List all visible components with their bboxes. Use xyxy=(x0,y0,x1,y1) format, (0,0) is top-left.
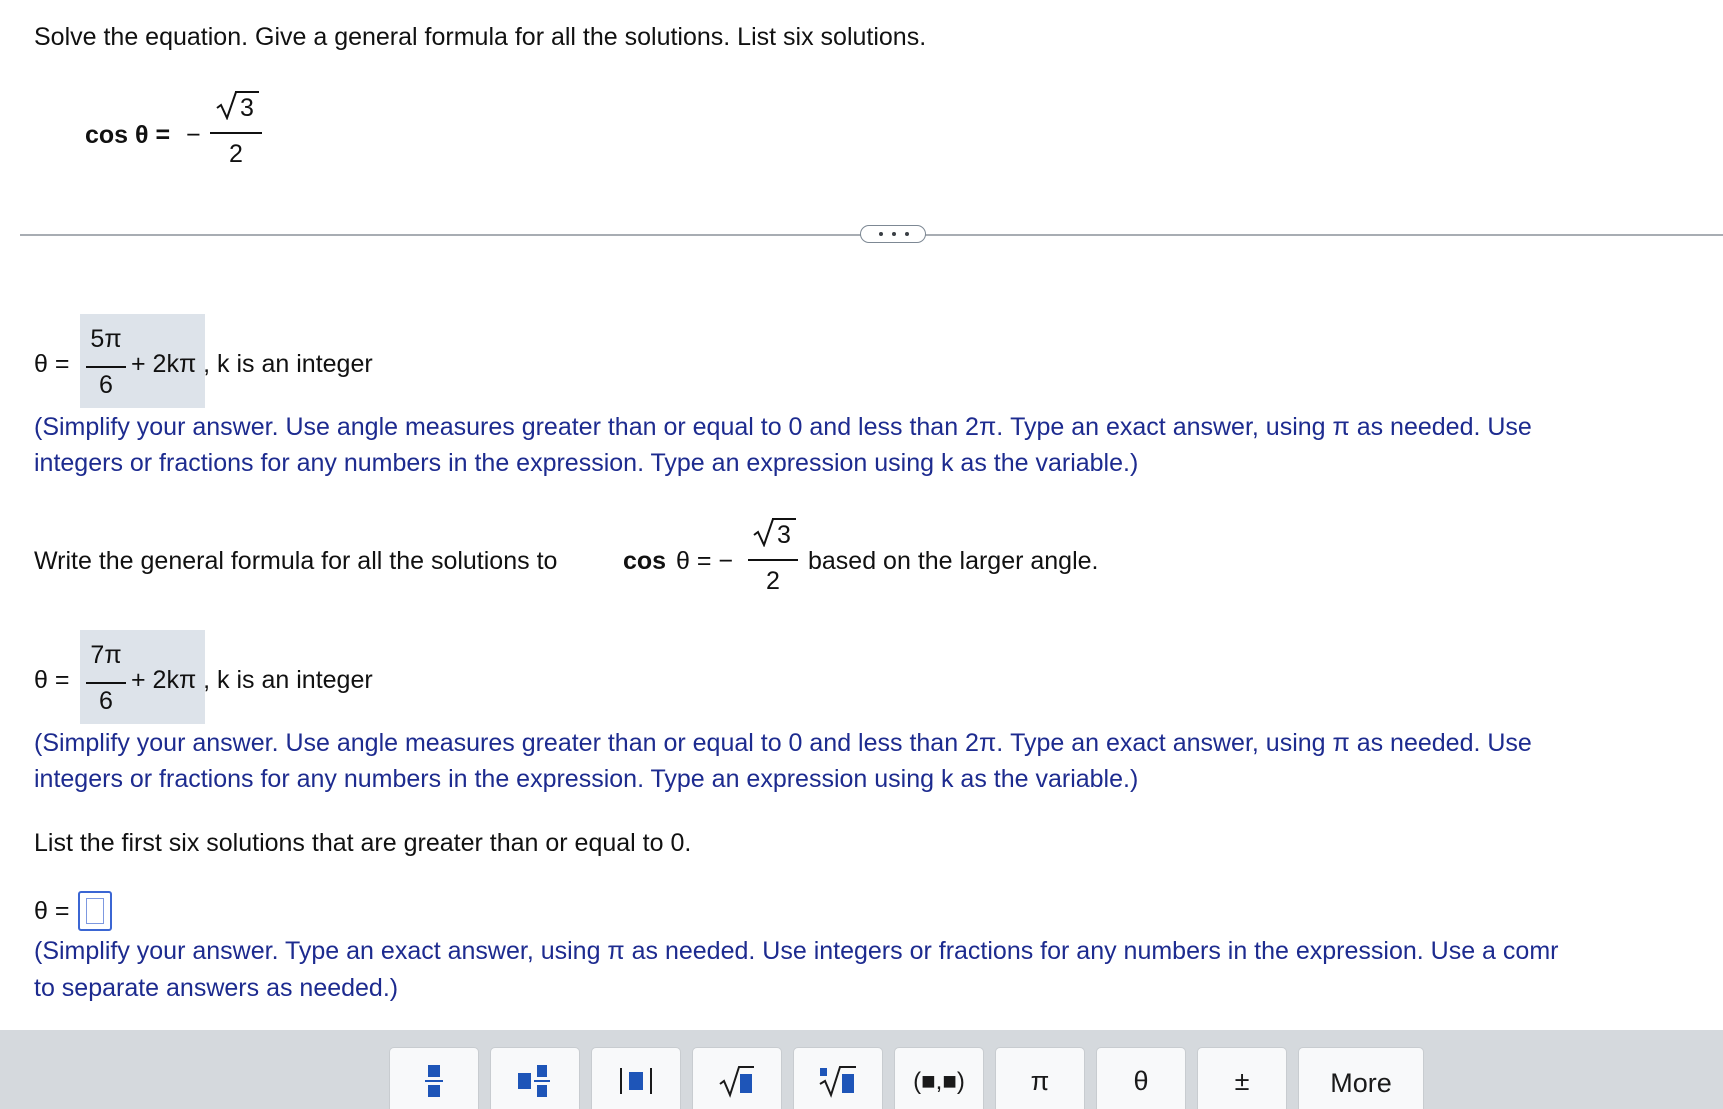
square-root-icon xyxy=(719,1064,755,1098)
part3-hint-line1: (Simplify your answer. Type an exact answer, using π as needed. Use integers or fractions for any numbers in the expression. Use a comr xyxy=(34,937,1559,965)
part2-prompt-fraction xyxy=(748,517,798,593)
pi-icon: π xyxy=(1030,1066,1050,1096)
more-button[interactable] xyxy=(860,225,926,243)
part2-hint-line1: (Simplify your answer. Use angle measures greater than or equal to 0 and less than 2π. Type an exact answer, using π as needed. Use xyxy=(34,729,1532,757)
part1-hint-line2: integers or fractions for any numbers in the expression. Type an expression using k as the variable.) xyxy=(34,449,1139,477)
plus-minus-icon: ± xyxy=(1234,1066,1250,1096)
part2-answer-num: 7π xyxy=(90,641,122,669)
mixed-number-button[interactable] xyxy=(490,1047,580,1109)
part2-theta-label: θ = xyxy=(34,666,70,694)
pi-button[interactable] xyxy=(995,1047,1085,1109)
absolute-value-icon xyxy=(618,1064,654,1098)
fraction-icon xyxy=(424,1064,444,1098)
nth-root-icon xyxy=(818,1064,858,1098)
part1-suffix: + 2kπ , k is an integer xyxy=(131,350,373,378)
part1-hint-line1: (Simplify your answer. Use angle measures greater than or equal to 0 and less than 2π. Type an exact answer, using π as needed. Use xyxy=(34,413,1532,441)
theta-icon: θ xyxy=(1133,1066,1149,1096)
instruction-text: Solve the equation. Give a general formula for all the solutions. List six solutions. xyxy=(34,23,927,51)
more-label: More xyxy=(1330,1068,1392,1098)
sqrt-icon xyxy=(753,517,775,547)
square-root-button[interactable] xyxy=(692,1047,782,1109)
theta-button[interactable] xyxy=(1096,1047,1186,1109)
part2-hint-line2: integers or fractions for any numbers in the expression. Type an expression using k as the variable.) xyxy=(34,765,1139,793)
equation-lhs: cos θ = xyxy=(85,121,171,149)
part3-hint-line2: to separate answers as needed.) xyxy=(34,974,399,1002)
part2-suffix: + 2kπ , k is an integer xyxy=(131,666,373,694)
part1-answer-den: 6 xyxy=(99,371,113,399)
mixed-number-icon xyxy=(517,1064,553,1098)
part3-prompt: List the first six solutions that are greater than or equal to 0. xyxy=(34,829,692,857)
part1-answer-num: 5π xyxy=(90,325,122,353)
sqrt-icon xyxy=(216,90,238,120)
part1-answer-fraction xyxy=(86,324,126,400)
part2-prompt-eq: θ = − xyxy=(676,547,733,575)
plus-minus-button[interactable] xyxy=(1197,1047,1287,1109)
input-cursor-slot[interactable] xyxy=(86,898,104,924)
fraction-button[interactable] xyxy=(389,1047,479,1109)
more-symbols-button[interactable] xyxy=(1298,1047,1424,1109)
part2-answer-den: 6 xyxy=(99,687,113,715)
ordered-pair-icon: (■,■) xyxy=(913,1068,965,1095)
part2-prompt-pre: Write the general formula for all the solutions to xyxy=(34,547,558,575)
part2-prompt-cos: cos xyxy=(623,547,667,575)
equation-minus: − xyxy=(186,121,201,149)
part2-answer-fraction xyxy=(86,640,126,716)
part2-prompt-den: 2 xyxy=(766,567,780,595)
equation-fraction xyxy=(210,90,262,166)
absolute-value-button[interactable] xyxy=(591,1047,681,1109)
nth-root-button[interactable] xyxy=(793,1047,883,1109)
equation-den: 2 xyxy=(229,140,243,168)
part1-theta-label: θ = xyxy=(34,350,70,378)
ordered-pair-button[interactable] xyxy=(894,1047,984,1109)
part2-prompt-post: based on the larger angle. xyxy=(808,547,1099,575)
solutions-input[interactable] xyxy=(78,891,112,931)
part3-theta-label: θ = xyxy=(34,897,70,925)
equation-num: 3 xyxy=(240,94,254,122)
part2-prompt-num: 3 xyxy=(777,521,791,549)
math-toolbar xyxy=(0,1030,1723,1109)
